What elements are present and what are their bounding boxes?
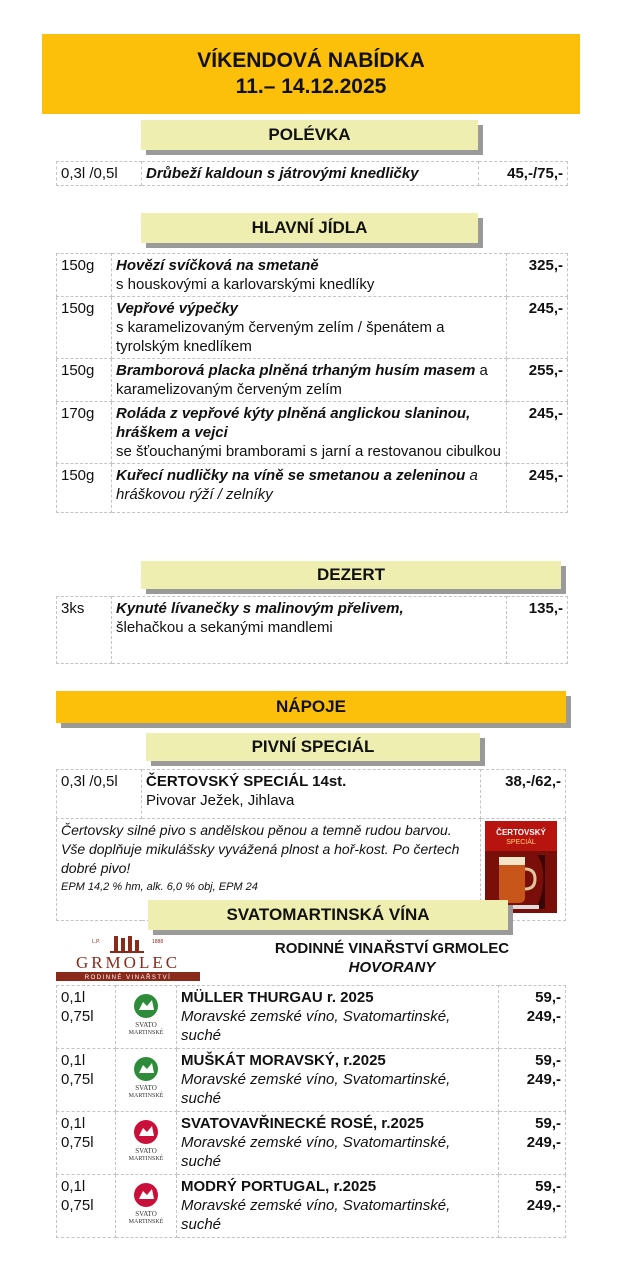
- dish-name: Drůbeží kaldoun s játrovými knedličky: [142, 162, 479, 186]
- wine-qty-cell: [57, 1175, 116, 1238]
- table-row: [57, 1175, 566, 1238]
- header-banner: [42, 34, 580, 114]
- wine-price-bottle: 249,-: [526, 1008, 561, 1025]
- beer-brewery: Pivovar Ježek, Jihlava: [146, 792, 295, 809]
- dish-price: 255,-: [507, 359, 568, 402]
- dish-desc: s karamelizovaným červeným zelím / špenátem a tyrolským knedlíkem: [116, 319, 445, 355]
- wine-qty-small: 0,1l: [61, 989, 86, 1006]
- svg-text:MARTINSKÉ: MARTINSKÉ: [128, 1156, 164, 1162]
- svatomartinske-icon: [126, 1118, 166, 1162]
- dish-qty: 150g: [57, 254, 112, 297]
- dish-cell: [112, 597, 507, 664]
- wine-table: [56, 985, 566, 1238]
- logo-left-text: L.P.: [92, 939, 101, 945]
- logo-name: GRMOLEC: [75, 953, 181, 972]
- wine-name: MODRÝ PORTUGAL, r.2025: [181, 1178, 377, 1195]
- wine-cell: [177, 1049, 499, 1112]
- wine-qty-small: 0,1l: [61, 1178, 86, 1195]
- section-dessert-heading: DEZERT: [141, 561, 561, 589]
- wine-price-cell: [499, 1175, 566, 1238]
- svg-text:SVATO: SVATO: [135, 1147, 157, 1155]
- section-beer-heading: PIVNÍ SPECIÁL: [146, 733, 480, 761]
- beer-epm: EPM 14,2 % hm, alk. 6,0 % obj, EPM 24: [61, 881, 258, 893]
- dish-price: 135,-: [507, 597, 568, 664]
- dish-qty: 3ks: [57, 597, 112, 664]
- section-wine-heading: SVATOMARTINSKÁ VÍNA: [148, 900, 508, 930]
- wine-qty-cell: [57, 1112, 116, 1175]
- svatomartinske-icon: [126, 1181, 166, 1225]
- wine-price-small: 59,-: [535, 1178, 561, 1195]
- wine-cell: [177, 986, 499, 1049]
- dish-cell: [112, 254, 507, 297]
- table-row: [57, 770, 566, 819]
- section-mains-heading: HLAVNÍ JÍDLA: [141, 213, 478, 243]
- wine-desc: Moravské zemské víno, Svatomartinské, suché: [181, 1134, 451, 1170]
- wine-name: MUŠKÁT MORAVSKÝ, r.2025: [181, 1052, 386, 1069]
- section-drinks-heading: NÁPOJE: [56, 691, 566, 723]
- wine-price-small: 59,-: [535, 1052, 561, 1069]
- dish-qty: 150g: [57, 359, 112, 402]
- svg-text:MARTINSKÉ: MARTINSKÉ: [128, 1030, 164, 1036]
- beer-price: 38,-/62,-: [481, 770, 566, 819]
- wine-badge-cell: [116, 1112, 177, 1175]
- table-row: [57, 597, 568, 664]
- logo-right-text: 1888: [152, 939, 164, 945]
- wine-qty-bottle: 0,75l: [61, 1197, 94, 1214]
- table-row: [57, 402, 568, 464]
- wine-qty-bottle: 0,75l: [61, 1071, 94, 1088]
- wine-badge-cell: [116, 1175, 177, 1238]
- table-row: [57, 1112, 566, 1175]
- beer-name: ČERTOVSKÝ SPECIÁL 14st.: [146, 773, 347, 790]
- wine-desc: Moravské zemské víno, Svatomartinské, suché: [181, 1008, 451, 1044]
- svatomartinske-icon: [126, 992, 166, 1036]
- dish-cell: [112, 297, 507, 359]
- beer-cell: [142, 770, 481, 819]
- logo-sub: RODINNÉ VINAŘSTVÍ: [84, 975, 172, 981]
- svg-text:SPECIÁL: SPECIÁL: [506, 839, 536, 846]
- svg-text:SVATO: SVATO: [135, 1210, 157, 1218]
- wine-price-bottle: 249,-: [526, 1071, 561, 1088]
- dessert-table: [56, 596, 568, 664]
- svg-text:SVATO: SVATO: [135, 1084, 157, 1092]
- table-row: [57, 1049, 566, 1112]
- svg-text:MARTINSKÉ: MARTINSKÉ: [128, 1219, 164, 1225]
- grmolec-logo-graphic: [52, 934, 204, 984]
- svatomartinske-icon: [126, 1055, 166, 1099]
- dish-desc: a hráškovou rýží / zelníky: [116, 467, 478, 503]
- beer-note: Čertovsky silné pivo s andělskou pěnou a temně rudou barvou. Vše doplňuje mikulášsky vyvážená plnost a hoř-kost. Po čertech dobré pivo!: [61, 822, 460, 876]
- section-soup-heading: POLÉVKA: [141, 120, 478, 150]
- wine-price-small: 59,-: [535, 989, 561, 1006]
- dish-name: Roláda z vepřové kýty plněná anglickou slaninou, hráškem a vejci: [116, 405, 471, 441]
- wine-badge-cell: [116, 986, 177, 1049]
- dish-name: Kuřecí nudličky na víně se smetanou a zeleninou: [116, 467, 466, 484]
- dish-name: Bramborová placka plněná trhaným husím masem: [116, 362, 476, 379]
- dish-desc: a karamelizovaným červeným zelím: [116, 362, 488, 398]
- page-title: VÍKENDOVÁ NABÍDKA: [197, 49, 425, 72]
- wine-price-cell: [499, 1049, 566, 1112]
- dish-name: Kynuté lívanečky s malinovým přelivem,: [116, 600, 404, 617]
- mains-table: [56, 253, 568, 513]
- dish-price: 245,-: [507, 464, 568, 513]
- dish-qty: 150g: [57, 297, 112, 359]
- dish-desc: s houskovými a karlovarskými knedlíky: [116, 276, 375, 293]
- wine-price-small: 59,-: [535, 1115, 561, 1132]
- dish-desc: šlehačkou a sekanými mandlemi: [116, 619, 333, 636]
- beer-qty: 0,3l /0,5l: [57, 770, 142, 819]
- winery-block: [212, 939, 572, 977]
- wine-name: MÜLLER THURGAU r. 2025: [181, 989, 374, 1006]
- wine-qty-small: 0,1l: [61, 1052, 86, 1069]
- dish-qty: 150g: [57, 464, 112, 513]
- dish-cell: [112, 402, 507, 464]
- wine-cell: [177, 1175, 499, 1238]
- beer-table: [56, 769, 566, 921]
- soup-table: [56, 161, 568, 186]
- dish-price: 325,-: [507, 254, 568, 297]
- svg-text:SVATO: SVATO: [135, 1021, 157, 1029]
- dish-cell: [112, 359, 507, 402]
- wine-qty-cell: [57, 1049, 116, 1112]
- dish-name: Vepřové výpečky: [116, 300, 239, 317]
- dish-desc: se šťouchanými bramborami s jarní a restovanou cibulkou: [116, 443, 501, 460]
- wine-price-bottle: 249,-: [526, 1197, 561, 1214]
- wine-name: SVATOVAVŘINECKÉ ROSÉ, r.2025: [181, 1115, 424, 1132]
- winery-place: HOVORANY: [348, 959, 436, 976]
- wine-desc: Moravské zemské víno, Svatomartinské, suché: [181, 1071, 451, 1107]
- wine-price-bottle: 249,-: [526, 1134, 561, 1151]
- dish-price: 45,-/75,-: [479, 162, 568, 186]
- dish-name: Hovězí svíčková na smetaně: [116, 257, 319, 274]
- wine-qty-cell: [57, 986, 116, 1049]
- table-row: [57, 986, 566, 1049]
- table-row: [57, 162, 568, 186]
- page-dates: 11.– 14.12.2025: [235, 75, 387, 98]
- wine-badge-cell: [116, 1049, 177, 1112]
- dish-price: 245,-: [507, 297, 568, 359]
- dish-price: 245,-: [507, 402, 568, 464]
- table-row: [57, 254, 568, 297]
- wine-qty-small: 0,1l: [61, 1115, 86, 1132]
- svg-text:ČERTOVSKÝ: ČERTOVSKÝ: [496, 828, 546, 837]
- wine-qty-bottle: 0,75l: [61, 1134, 94, 1151]
- grmolec-logo: [52, 934, 204, 984]
- table-row: [57, 297, 568, 359]
- wine-price-cell: [499, 986, 566, 1049]
- dish-cell: [112, 464, 507, 513]
- wine-price-cell: [499, 1112, 566, 1175]
- winery-name: RODINNÉ VINAŘSTVÍ GRMOLEC: [274, 940, 510, 957]
- dish-qty: 170g: [57, 402, 112, 464]
- dish-qty: 0,3l /0,5l: [57, 162, 142, 186]
- wine-desc: Moravské zemské víno, Svatomartinské, suché: [181, 1197, 451, 1233]
- wine-qty-bottle: 0,75l: [61, 1008, 94, 1025]
- svg-text:MARTINSKÉ: MARTINSKÉ: [128, 1093, 164, 1099]
- table-row: [57, 359, 568, 402]
- wine-cell: [177, 1112, 499, 1175]
- table-row: [57, 464, 568, 513]
